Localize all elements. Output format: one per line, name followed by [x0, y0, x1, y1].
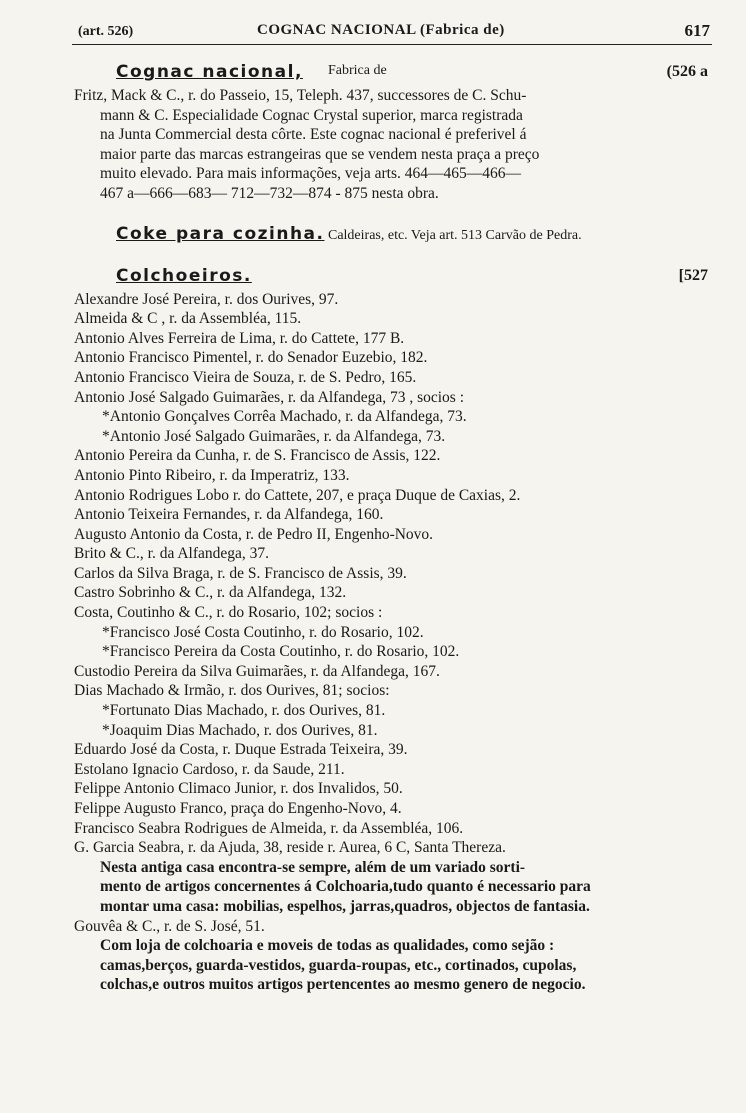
list-item: Alexandre José Pereira, r. dos Ourives, 97.	[74, 290, 339, 308]
list-item: Antonio Pinto Ribeiro, r. da Imperatriz, 133.	[74, 466, 350, 484]
section-colchoeiros-title: Colchoeiros.	[116, 265, 252, 286]
entry-description-line: Nesta antiga casa encontra-se sempre, além de um variado sorti-	[100, 858, 526, 876]
cognac-line: 467 a—666—683— 712—732—874 - 875 nesta obra.	[100, 184, 439, 202]
section-cognac-ref: (526 a	[666, 63, 708, 80]
cognac-line: maior parte das marcas estrangeiras que se vendem nesta praça a preço	[100, 145, 540, 163]
list-item: *Francisco Pereira da Costa Coutinho, r. do Rosario, 102.	[102, 643, 460, 661]
list-item: *Antonio José Salgado Guimarães, r. da Alfandega, 73.	[102, 427, 446, 445]
spacer	[74, 246, 714, 264]
colchoeiros-list	[74, 290, 714, 995]
list-item: Estolano Ignacio Cardoso, r. da Saude, 211.	[74, 760, 345, 778]
list-item: Brito & C., r. da Alfandega, 37.	[74, 545, 270, 563]
list-item: Antonio Pereira da Cunha, r. de S. Francisco de Assis, 122.	[74, 447, 441, 465]
entry-description-line: colchas,e outros muitos artigos pertencentes ao mesmo genero de negocio.	[100, 976, 586, 994]
list-item: *Francisco José Costa Coutinho, r. do Rosario, 102.	[102, 623, 424, 641]
entry-description-line: Com loja de colchoaria e moveis de todas as qualidades, como sejão :	[100, 937, 555, 955]
entry-description-line: montar uma casa: mobilias, espelhos, jarras,quadros, objectos de fantasia.	[100, 897, 590, 915]
cognac-line: mann & C. Especialidade Cognac Crystal superior, marca registrada	[100, 106, 523, 124]
list-item: Castro Sobrinho & C., r. da Alfandega, 132.	[74, 584, 347, 602]
section-cognac-heading	[74, 62, 714, 86]
list-item: *Antonio Gonçalves Corrêa Machado, r. da Alfandega, 73.	[102, 408, 467, 426]
entry-description-line: mento de artigos concernentes á Colchoaria,tudo quanto é necessario para	[100, 878, 591, 896]
section-cognac-title: Cognac nacional,	[116, 62, 303, 82]
list-item: Antonio Francisco Pimentel, r. do Senador Euzebio, 182.	[74, 349, 428, 367]
page-number: 617	[684, 21, 710, 40]
page-content	[74, 60, 714, 995]
list-item: Carlos da Silva Braga, r. de S. Francisco de Assis, 39.	[74, 564, 407, 582]
section-coke-text: Caldeiras, etc. Veja art. 513 Carvão de Pedra.	[324, 227, 582, 243]
list-item: Felippe Augusto Franco, praça do Engenho-Novo, 4.	[74, 800, 402, 817]
list-item: Antonio Teixeira Fernandes, r. da Alfandega, 160.	[74, 506, 384, 524]
list-item: Costa, Coutinho & C., r. do Rosario, 102; socios :	[74, 604, 383, 622]
list-item: G. Garcia Seabra, r. da Ajuda, 38, reside r. Aurea, 6 C, Santa Thereza.	[74, 839, 506, 857]
entry-description-line: camas,berços, guarda-vestidos, guarda-roupas, etc., cortinados, cupolas,	[100, 956, 577, 974]
list-item: *Fortunato Dias Machado, r. dos Ourives, 81.	[102, 702, 386, 720]
list-item: Augusto Antonio da Costa, r. de Pedro II, Engenho-Novo.	[74, 525, 434, 543]
section-colchoeiros-ref: [527	[678, 266, 708, 284]
list-item: Francisco Seabra Rodrigues de Almeida, r. da Assembléa, 106.	[74, 819, 464, 837]
list-item: Felippe Antonio Climaco Junior, r. dos Invalidos, 50.	[74, 780, 403, 798]
header-article-range: (art. 526)	[78, 24, 134, 39]
cognac-line: Fritz, Mack & C., r. do Passeio, 15, Teleph. 437, successores de C. Schu-	[74, 87, 527, 104]
section-coke-title: Coke para cozinha.	[116, 223, 325, 244]
cognac-line: na Junta Commercial desta côrte. Este cognac nacional é preferivel á	[100, 126, 527, 144]
list-item: Antonio José Salgado Guimarães, r. da Alfandega, 73 , socios :	[74, 388, 465, 406]
cognac-line: muito elevado. Para mais informações, veja arts. 464—465—466—	[100, 165, 521, 183]
section-cognac-body	[74, 86, 714, 204]
spacer	[74, 204, 714, 222]
page-header	[72, 20, 712, 45]
list-item: *Joaquim Dias Machado, r. dos Ourives, 81.	[102, 721, 378, 739]
list-item: Dias Machado & Irmão, r. dos Ourives, 81; socios:	[74, 682, 390, 700]
list-item: Antonio Alves Ferreira de Lima, r. do Cattete, 177 B.	[74, 329, 405, 347]
list-item: Eduardo José da Costa, r. Duque Estrada Teixeira, 39.	[74, 741, 408, 759]
list-item: Custodio Pereira da Silva Guimarães, r. da Alfandega, 167.	[74, 662, 440, 680]
section-cognac-subtitle: Fabrica de	[328, 63, 387, 78]
list-item: Almeida & C , r. da Assembléa, 115.	[74, 310, 302, 328]
section-colchoeiros-heading	[74, 266, 714, 290]
list-item: Antonio Rodrigues Lobo r. do Cattete, 207, e praça Duque de Caxias, 2.	[74, 486, 521, 504]
header-running-title: COGNAC NACIONAL (Fabrica de)	[257, 22, 505, 38]
list-item: Gouvêa & C., r. de S. José, 51.	[74, 917, 265, 935]
section-coke	[74, 222, 714, 246]
list-item: Antonio Francisco Vieira de Souza, r. de S. Pedro, 165.	[74, 368, 417, 386]
